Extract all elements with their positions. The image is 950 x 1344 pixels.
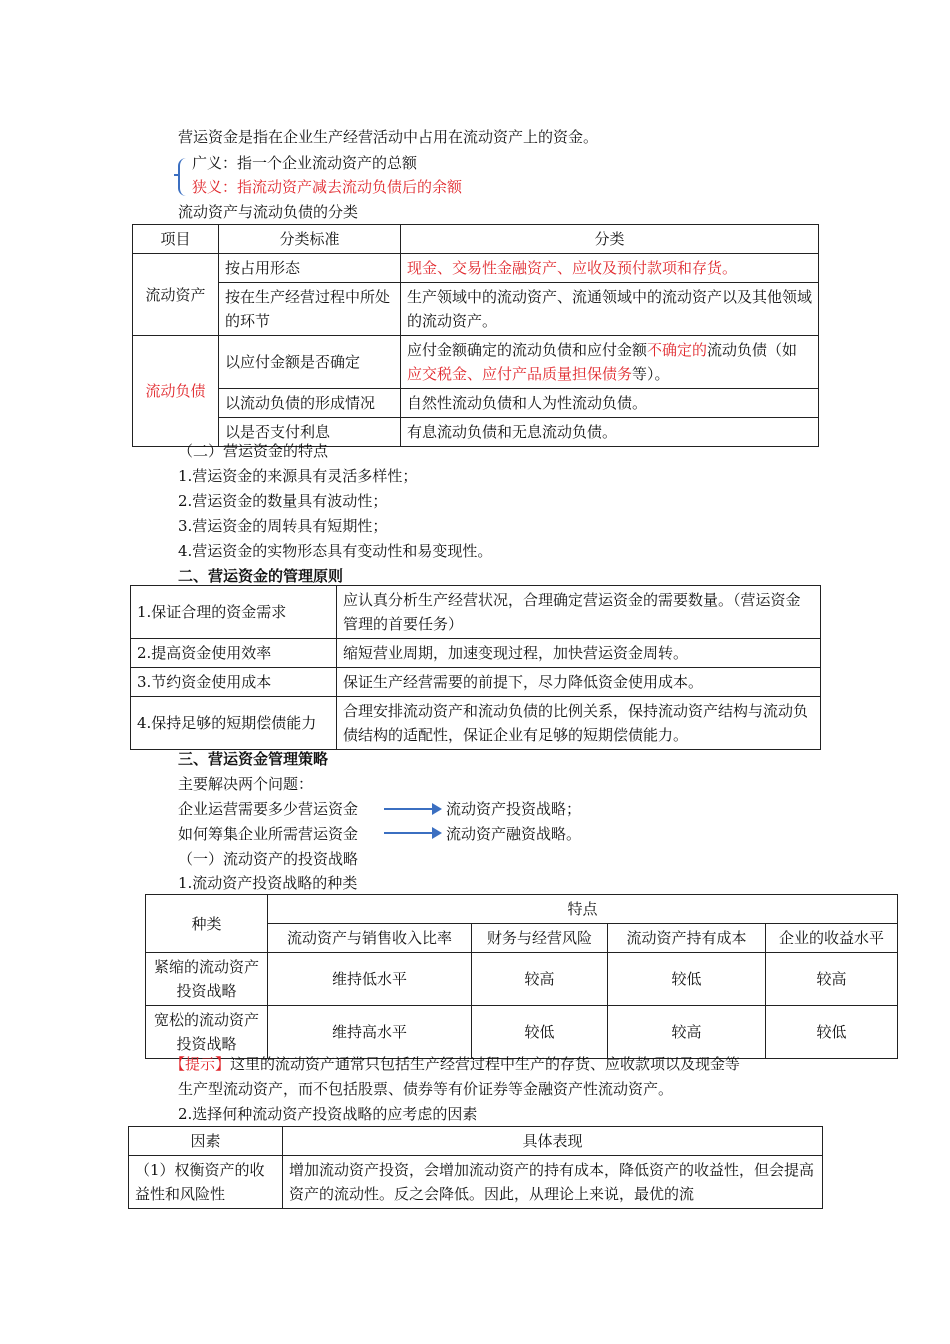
principles-table <box>130 585 821 750</box>
table-cell: 3.节约资金使用成本 <box>131 668 337 697</box>
table-cell: 维持低水平 <box>268 953 472 1006</box>
table-header: 因素 <box>129 1127 283 1156</box>
investment-strategy-table <box>145 894 898 1059</box>
table-cell: 应付金额确定的流动负债和应付金额不确定的流动负债（如应交税金、应付产品质量担保债务等）。 <box>401 336 819 389</box>
table-header: 分类 <box>401 225 819 254</box>
feature-item: 3.营运资金的周转具有短期性； <box>178 517 388 535</box>
table-row-label: 紧缩的流动资产投资战略 <box>146 953 268 1006</box>
table-cell: 有息流动负债和无息流动负债。 <box>401 418 819 447</box>
table-header: 流动资产与销售收入比率 <box>268 924 472 953</box>
question-2: 如何筹集企业所需营运资金 <box>178 825 359 843</box>
table-header: 种类 <box>146 895 268 953</box>
feature-item: 1.营运资金的来源具有灵活多样性； <box>178 467 418 485</box>
table-cell: 较低 <box>472 1006 608 1059</box>
table-header: 具体表现 <box>283 1127 823 1156</box>
tip-line-2: 生产型流动资产，而不包括股票、债券等有价证券等金融资产性流动资产。 <box>178 1080 674 1098</box>
factors-title: 2.选择何种流动资产投资战略的应考虑的因素 <box>178 1105 478 1123</box>
table-row-label: 宽松的流动资产投资战略 <box>146 1006 268 1059</box>
tip-line-1: 【提示】这里的流动资产通常只包括生产经营过程中生产的存货、应收款项以及现金等 <box>170 1055 741 1073</box>
table-cell: 维持高水平 <box>268 1006 472 1059</box>
feature-item: 2.营运资金的数量具有波动性； <box>178 492 388 510</box>
table-header: 企业的收益水平 <box>766 924 898 953</box>
arrow-right-icon <box>384 832 440 834</box>
answer-2: 流动资产融资战略。 <box>446 825 582 843</box>
table-cell: 以流动负债的形成情况 <box>219 389 401 418</box>
table-cell: 较高 <box>472 953 608 1006</box>
table-cell: 较高 <box>766 953 898 1006</box>
table-header: 分类标准 <box>219 225 401 254</box>
question-1: 企业运营需要多少营运资金 <box>178 800 359 818</box>
liability-label: 流动负债 <box>133 336 219 447</box>
narrow-definition: 狭义：指流动资产减去流动负债后的余额 <box>192 178 463 196</box>
table-cell: 4.保持足够的短期偿债能力 <box>131 697 337 750</box>
table-cell: 按占用形态 <box>219 254 401 283</box>
table-cell: 合理安排流动资产和流动负债的比例关系，保持流动资产结构与流动负债结构的适配性，保证企业有足够的短期偿债能力。 <box>337 697 821 750</box>
broad-definition: 广义：指一个企业流动资产的总额 <box>192 154 418 172</box>
strategy-main: 主要解决两个问题： <box>178 775 314 793</box>
table-header: 财务与经营风险 <box>472 924 608 953</box>
table-header: 特点 <box>268 895 898 924</box>
principles-title: 二、营运资金的管理原则 <box>178 567 344 585</box>
sub-title-1: （一）流动资产的投资战略 <box>178 850 359 868</box>
asset-label: 流动资产 <box>133 254 219 336</box>
classification-table <box>132 224 819 447</box>
definition-text: 营运资金是指在企业生产经营活动中占用在流动资产上的资金。 <box>178 128 599 146</box>
table-cell: 现金、交易性金融资产、应收及预付款项和存货。 <box>401 254 819 283</box>
arrow-right-icon <box>384 808 440 810</box>
table-cell: 较低 <box>608 953 766 1006</box>
table-cell: 较高 <box>608 1006 766 1059</box>
answer-1: 流动资产投资战略； <box>446 800 582 818</box>
table-cell: 缩短营业周期，加速变现过程，加快营运资金周转。 <box>337 639 821 668</box>
classification-title: 流动资产与流动负债的分类 <box>178 203 359 221</box>
feature-item: 4.营运资金的实物形态具有变动性和易变现性。 <box>178 542 493 560</box>
table-cell: 生产领域中的流动资产、流通领域中的流动资产以及其他领域的流动资产。 <box>401 283 819 336</box>
brace-icon <box>178 158 190 196</box>
table-header: 项目 <box>133 225 219 254</box>
table-cell: 应认真分析生产经营状况，合理确定营运资金的需要数量。（营运资金管理的首要任务） <box>337 586 821 639</box>
table-cell: 保证生产经营需要的前提下，尽力降低资金使用成本。 <box>337 668 821 697</box>
table-cell: 较低 <box>766 1006 898 1059</box>
factors-table <box>128 1126 823 1209</box>
table-cell: 增加流动资产投资，会增加流动资产的持有成本，降低资产的收益性，但会提高资产的流动性。反之会降低。因此，从理论上来说，最优的流 <box>283 1156 823 1209</box>
table-cell: （1）权衡资产的收益性和风险性 <box>129 1156 283 1209</box>
sub-title-1-1: 1.流动资产投资战略的种类 <box>178 874 358 892</box>
features-title: （二）营运资金的特点 <box>178 442 329 460</box>
table-cell: 以是否支付利息 <box>219 418 401 447</box>
table-cell: 以应付金额是否确定 <box>219 336 401 389</box>
table-cell: 自然性流动负债和人为性流动负债。 <box>401 389 819 418</box>
table-header: 流动资产持有成本 <box>608 924 766 953</box>
table-cell: 2.提高资金使用效率 <box>131 639 337 668</box>
strategy-title: 三、营运资金管理策略 <box>178 750 329 768</box>
table-cell: 1.保证合理的资金需求 <box>131 586 337 639</box>
table-cell: 按在生产经营过程中所处的环节 <box>219 283 401 336</box>
